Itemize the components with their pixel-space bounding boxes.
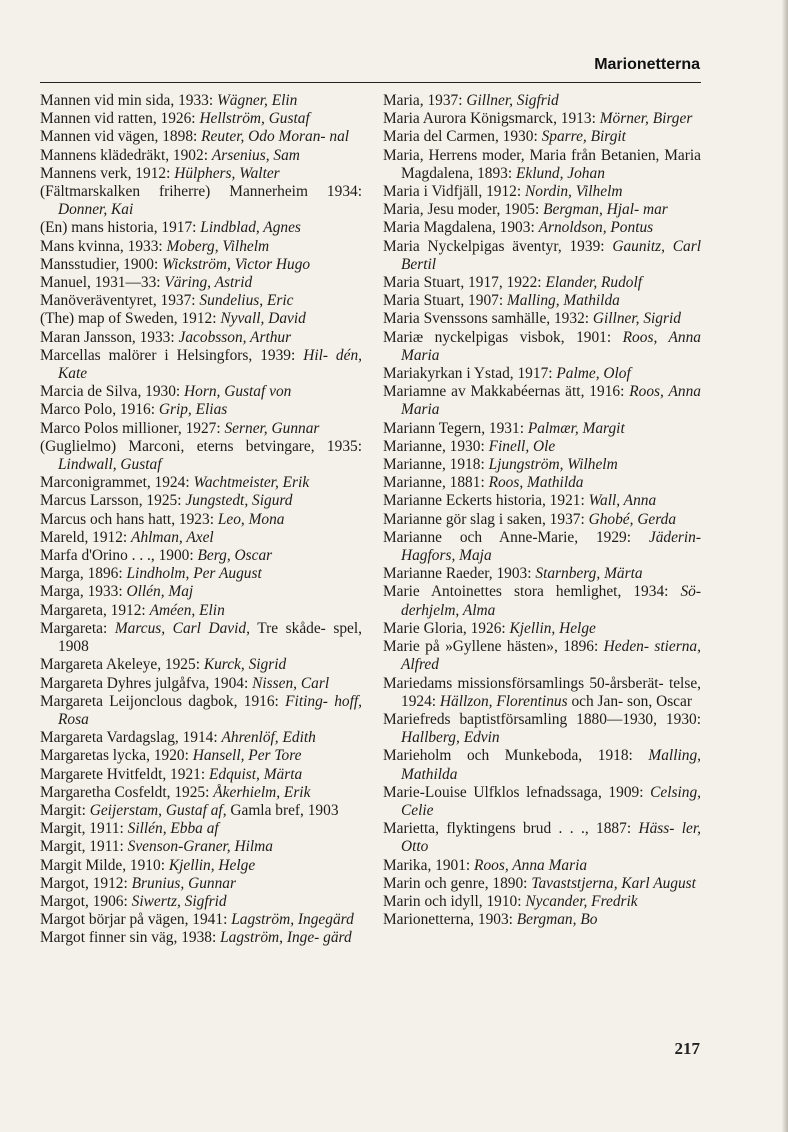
entry-author: Lindblad, Agnes xyxy=(200,219,301,237)
index-entry xyxy=(383,183,701,201)
entry-author: Hil- dén, Kate xyxy=(58,346,362,383)
entry-title: Manuel, 1931—33: xyxy=(40,274,165,292)
entry-title: Marianne, 1918: xyxy=(383,456,489,474)
entry-title: Margareta, 1912: xyxy=(40,601,150,619)
entry-title: Mariann Tegern, 1931: xyxy=(383,419,528,437)
entry-extra: Gamla bref, 1903 xyxy=(226,801,339,819)
index-entry xyxy=(383,420,701,438)
entry-title: Mannens verk, 1912: xyxy=(40,164,175,182)
entry-title: Maria, Jesu moder, 1905: xyxy=(383,201,544,219)
entry-title: Maria Magdalena, 1903: xyxy=(383,219,539,237)
entry-title: Mareld, 1912: xyxy=(40,528,132,546)
index-entry xyxy=(40,529,362,547)
entry-title: Margarete Hvitfeldt, 1921: xyxy=(40,765,209,783)
running-head: Marionetterna xyxy=(594,56,700,73)
header-rule xyxy=(40,82,701,83)
index-entry xyxy=(383,492,701,510)
entry-title: Marika, 1901: xyxy=(383,856,475,874)
entry-title: Marie-Louise Ulfklos lefnadssaga, 1909: xyxy=(383,783,651,801)
entry-title: Mannen vid ratten, 1926: xyxy=(40,110,200,128)
entry-title: Maria, Herrens moder, Maria från Betanien, Maria Magdalena, 1893: xyxy=(383,146,701,182)
index-entry xyxy=(383,329,701,365)
entry-title: Margot finner sin väg, 1938: xyxy=(40,929,221,947)
index-entry xyxy=(40,693,362,729)
entry-author: Palmær, Margit xyxy=(527,419,625,437)
entry-author: Hallberg, Edvin xyxy=(401,729,500,747)
entry-title: Marcellas malörer i Helsingfors, 1939: xyxy=(40,346,304,364)
index-entry xyxy=(40,857,362,875)
index-entry xyxy=(40,583,362,601)
entry-author: Elander, Rudolf xyxy=(545,274,643,292)
index-entry xyxy=(40,802,362,820)
entry-title: Maran Jansson, 1933: xyxy=(40,328,179,346)
entry-author: Jungstedt, Sigurd xyxy=(185,492,293,510)
entry-title: Marianne Raeder, 1903: xyxy=(383,565,536,583)
entry-author: Wall, Anna xyxy=(588,492,657,510)
index-entry xyxy=(40,875,362,893)
entry-title: (The) map of Sweden, 1912: xyxy=(40,310,221,328)
entry-author: Geijerstam, Gustaf af, xyxy=(89,801,227,819)
entry-author: Améen, Elin xyxy=(149,601,225,619)
entry-title: Marianne Eckerts historia, 1921: xyxy=(383,492,589,510)
entry-author: Brunius, Gunnar xyxy=(131,874,236,892)
entry-author: Hülphers, Walter xyxy=(174,164,280,182)
entry-title: Marietta, flyktingens brud . . ., 1887: xyxy=(383,820,639,838)
entry-title: Margareta Leijonclous dagbok, 1916: xyxy=(40,692,286,710)
entry-author: Bergman, Hjal- mar xyxy=(543,201,668,219)
index-entry xyxy=(383,747,701,783)
index-entry xyxy=(40,893,362,911)
index-entry xyxy=(383,511,701,529)
index-entry xyxy=(40,420,362,438)
index-entry xyxy=(383,911,701,929)
page-edge-shadow xyxy=(782,0,788,1132)
index-entry xyxy=(383,238,701,274)
entry-author: Grip, Elias xyxy=(158,401,228,419)
index-entry xyxy=(40,383,362,401)
entry-author: Sundelius, Eric xyxy=(199,292,294,310)
entry-author: Mörner, Birger xyxy=(599,110,693,128)
entry-author: Arnoldson, Pontus xyxy=(538,219,654,237)
index-entry xyxy=(383,292,701,310)
index-entry xyxy=(383,784,701,820)
index-entry xyxy=(40,766,362,784)
entry-title: Margaretas lycka, 1920: xyxy=(40,747,193,765)
entry-author: Sillén, Ebba af xyxy=(127,820,219,838)
entry-author: Moberg, Vilhelm xyxy=(166,237,270,255)
entry-author: Gaunitz, Carl Bertil xyxy=(401,237,701,273)
entry-author: Ollén, Maj xyxy=(126,583,194,601)
index-entry xyxy=(40,747,362,765)
index-entry xyxy=(383,383,701,419)
index-entry xyxy=(40,292,362,310)
index-entry xyxy=(40,147,362,165)
entry-author: Sö- derhjelm, Alma xyxy=(401,583,701,619)
index-entry xyxy=(383,893,701,911)
entry-title: Mariæ nyckelpigas visbok, 1901: xyxy=(383,328,623,346)
left-column xyxy=(40,92,362,948)
index-entry xyxy=(383,110,701,128)
entry-title: Manöveräventyret, 1937: xyxy=(40,292,200,310)
entry-title: Marfa d'Orino . . ., 1900: xyxy=(40,547,198,565)
index-entry xyxy=(383,438,701,456)
entry-author: Nycander, Fredrik xyxy=(525,892,638,910)
entry-author: Malling, Mathilda xyxy=(506,292,620,310)
entry-title: Mans kvinna, 1933: xyxy=(40,237,167,255)
entry-title: (Guglielmo) Marconi, eterns betvingare, 1935: xyxy=(40,437,362,455)
index-entry xyxy=(40,620,362,656)
entry-author: Wachtmeister, Erik xyxy=(193,474,310,492)
entry-author: Lagström, Ingegärd xyxy=(231,911,354,929)
index-entry xyxy=(383,310,701,328)
entry-author: Finell, Ole xyxy=(488,437,556,455)
entry-author: Bergman, Bo xyxy=(516,911,598,929)
entry-author: Väring, Astrid xyxy=(164,274,253,292)
index-entry xyxy=(383,875,701,893)
index-entry xyxy=(383,456,701,474)
index-entry xyxy=(383,638,701,674)
index-entry xyxy=(40,820,362,838)
entry-title: Marin och genre, 1890: xyxy=(383,874,532,892)
index-entry xyxy=(383,219,701,237)
entry-author: Åkerhielm, Erik xyxy=(213,783,311,801)
entry-author: Häss- ler, Otto xyxy=(401,820,702,856)
index-entry xyxy=(40,110,362,128)
entry-title: Margit: xyxy=(40,801,90,819)
entry-author: Kjellin, Helge xyxy=(168,856,256,874)
entry-author: Edquist, Märta xyxy=(208,765,303,783)
index-entry xyxy=(40,602,362,620)
entry-title: Margit, 1911: xyxy=(40,820,128,838)
entry-title: Margot börjar på vägen, 1941: xyxy=(40,911,232,929)
index-entry xyxy=(40,329,362,347)
entry-author: Nyvall, David xyxy=(220,310,306,328)
entry-author: Roos, Anna Maria xyxy=(474,856,588,874)
entry-title: Marco Polo, 1916: xyxy=(40,401,159,419)
entry-author: Horn, Gustaf von xyxy=(184,383,292,401)
entry-title: Marcus Larsson, 1925: xyxy=(40,492,186,510)
index-entry xyxy=(383,128,701,146)
index-entry xyxy=(40,438,362,474)
entry-title: (Fältmarskalken friherre) Mannerheim 1934: xyxy=(40,183,362,201)
index-entry xyxy=(40,474,362,492)
index-entry xyxy=(40,511,362,529)
entry-author: Tavaststjerna, Karl August xyxy=(531,874,696,892)
entry-author: Siwertz, Sigfrid xyxy=(131,892,227,910)
index-entry xyxy=(40,729,362,747)
entry-title: Mansstudier, 1900: xyxy=(40,255,163,273)
entry-author: Jäderin- Hagfors, Maja xyxy=(401,528,701,565)
entry-title: Marie Antoinettes stora hemlighet, 1934: xyxy=(383,583,681,601)
index-entry xyxy=(383,565,701,583)
index-entry xyxy=(40,929,362,947)
entry-author: Celsing, Celie xyxy=(401,783,701,819)
index-entry xyxy=(40,547,362,565)
entry-title: Margot, 1912: xyxy=(40,874,132,892)
entry-title: Margit Milde, 1910: xyxy=(40,856,169,874)
entry-title: Margaretha Cosfeldt, 1925: xyxy=(40,783,214,801)
entry-title: Marionetterna, 1903: xyxy=(383,911,517,929)
entry-title: Marga, 1896: xyxy=(40,565,127,583)
entry-author: Reuter, Odo Moran- nal xyxy=(201,128,350,146)
entry-title: Maria Aurora Königsmarck, 1913: xyxy=(383,110,600,128)
entry-author: Fiting- hoff, Rosa xyxy=(58,692,363,728)
entry-title: Maria Stuart, 1907: xyxy=(383,292,507,310)
entry-title: (En) mans historia, 1917: xyxy=(40,219,201,237)
entry-author: Lindwall, Gustaf xyxy=(58,456,162,474)
index-entry xyxy=(383,201,701,219)
entry-author: Lagström, Inge- gärd xyxy=(220,929,352,947)
entry-title: Margareta Akeleye, 1925: xyxy=(40,656,204,674)
entry-author: Ljungström, Wilhelm xyxy=(488,456,618,474)
entry-author: Nordin, Vilhelm xyxy=(525,183,623,201)
index-entry xyxy=(40,219,362,237)
entry-title: Marcus och hans hatt, 1923: xyxy=(40,510,218,528)
index-entry xyxy=(383,92,701,110)
entry-author: Starnberg, Märta xyxy=(535,565,643,583)
entry-author: Gillner, Sigrid xyxy=(592,310,681,328)
entry-title: Maria, 1937: xyxy=(383,92,467,109)
index-entry xyxy=(383,583,701,619)
index-entry xyxy=(40,675,362,693)
entry-title: Marin och idyll, 1910: xyxy=(383,892,526,910)
entry-author: Lindholm, Per August xyxy=(126,565,262,583)
index-entry xyxy=(40,128,362,146)
entry-title: Margareta Dyhres julgåfva, 1904: xyxy=(40,674,253,692)
entry-author: Ahlman, Axel xyxy=(131,528,214,546)
index-entry xyxy=(40,238,362,256)
entry-extra: Tre skåde- spel, 1908 xyxy=(58,619,363,656)
entry-author: Svenson-Graner, Hilma xyxy=(127,838,273,856)
entry-title: Marconigrammet, 1924: xyxy=(40,474,194,492)
index-entry xyxy=(40,256,362,274)
index-entry xyxy=(383,474,701,492)
entry-author: Hellström, Gustaf xyxy=(199,110,310,128)
entry-extra: och Jan- son, Oscar xyxy=(567,692,692,710)
entry-title: Margareta Vardagslag, 1914: xyxy=(40,729,222,747)
entry-author: Roos, Mathilda xyxy=(488,474,584,492)
entry-author: Arsenius, Sam xyxy=(211,146,300,164)
entry-author: Jacobsson, Arthur xyxy=(178,328,292,346)
entry-title: Maria Stuart, 1917, 1922: xyxy=(383,274,546,292)
entry-author: Donner, Kai xyxy=(58,201,134,219)
entry-author: Leo, Mona xyxy=(217,510,285,528)
entry-title: Mannens klädedräkt, 1902: xyxy=(40,146,212,164)
index-entry xyxy=(383,529,701,565)
entry-author: Sparre, Birgit xyxy=(541,128,626,146)
entry-author: Nissen, Carl xyxy=(252,674,330,692)
entry-author: Roos, Anna Maria xyxy=(401,328,701,364)
entry-author: Kjellin, Helge xyxy=(509,619,596,637)
entry-title: Mariedams missionsförsamlings 50-årsberät- telse, 1924: xyxy=(383,674,701,710)
index-entry xyxy=(383,857,701,875)
index-entry xyxy=(40,656,362,674)
entry-author: Roos, Anna Maria xyxy=(401,383,701,419)
entry-author: Hällzon, Florentinus xyxy=(439,692,568,710)
entry-title: Marie på »Gyllene hästen», 1896: xyxy=(383,638,604,656)
index-entry xyxy=(40,183,362,219)
entry-author: Wägner, Elin xyxy=(216,92,298,109)
entry-author: Gillner, Sigfrid xyxy=(466,92,559,109)
index-entry xyxy=(40,92,362,110)
index-entry xyxy=(383,820,701,856)
entry-author: Kurck, Sigrid xyxy=(203,656,287,674)
index-entry xyxy=(40,165,362,183)
entry-author: Wickström, Victor Hugo xyxy=(162,255,311,273)
index-entry xyxy=(383,365,701,383)
entry-author: Palme, Olof xyxy=(556,365,631,383)
entry-title: Marianne gör slag i saken, 1937: xyxy=(383,510,589,528)
entry-title: Mariamne av Makkabéernas ätt, 1916: xyxy=(383,383,630,401)
index-entry xyxy=(40,310,362,328)
entry-author: Eklund, Johan xyxy=(515,164,605,182)
entry-title: Marie Gloria, 1926: xyxy=(383,619,510,637)
right-column xyxy=(383,92,701,929)
entry-author: Ahrenlöf, Edith xyxy=(221,729,316,747)
index-entry xyxy=(40,274,362,292)
entry-title: Marco Polos millioner, 1927: xyxy=(40,419,225,437)
entry-title: Maria Svenssons samhälle, 1932: xyxy=(383,310,593,328)
entry-title: Marcia de Silva, 1930: xyxy=(40,383,185,401)
entry-title: Maria Nyckelpigas äventyr, 1939: xyxy=(383,237,613,255)
index-entry xyxy=(40,911,362,929)
entry-title: Marga, 1933: xyxy=(40,583,127,601)
entry-title: Marianne, 1881: xyxy=(383,474,489,492)
page-number: 217 xyxy=(674,1039,700,1058)
entry-title: Mannen vid min sida, 1933: xyxy=(40,92,217,109)
entry-title: Margareta: xyxy=(40,619,115,637)
index-entry xyxy=(40,492,362,510)
entry-title: Mariakyrkan i Ystad, 1917: xyxy=(383,365,557,383)
entry-title: Marianne, 1930: xyxy=(383,437,489,455)
entry-title: Maria del Carmen, 1930: xyxy=(383,128,542,146)
entry-author: Serner, Gunnar xyxy=(224,419,320,437)
index-entry xyxy=(40,347,362,383)
index-entry xyxy=(40,401,362,419)
entry-author: Malling, Mathilda xyxy=(401,747,701,783)
entry-author: Ghobé, Gerda xyxy=(588,510,677,528)
entry-title: Margit, 1911: xyxy=(40,838,128,856)
entry-author: Marcus, Carl David, xyxy=(114,619,250,637)
entry-author: Hansell, Per Tore xyxy=(192,747,302,765)
index-entry xyxy=(383,274,701,292)
entry-title: Margot, 1906: xyxy=(40,892,132,910)
index-entry xyxy=(383,711,701,747)
index-entry xyxy=(383,675,701,711)
entry-title: Mariefreds baptistförsamling 1880—1930, 1930: xyxy=(383,710,701,728)
entry-author: Heden- stierna, Alfred xyxy=(401,638,701,674)
index-entry xyxy=(40,784,362,802)
entry-author: Berg, Oscar xyxy=(197,547,273,565)
entry-title: Marieholm och Munkeboda, 1918: xyxy=(383,747,649,765)
entry-title: Marianne och Anne-Marie, 1929: xyxy=(383,528,649,546)
index-entry xyxy=(40,565,362,583)
index-entry xyxy=(383,147,701,183)
index-entry xyxy=(40,838,362,856)
entry-title: Mannen vid vägen, 1898: xyxy=(40,128,202,146)
entry-title: Maria i Vidfjäll, 1912: xyxy=(383,183,525,201)
index-entry xyxy=(383,620,701,638)
